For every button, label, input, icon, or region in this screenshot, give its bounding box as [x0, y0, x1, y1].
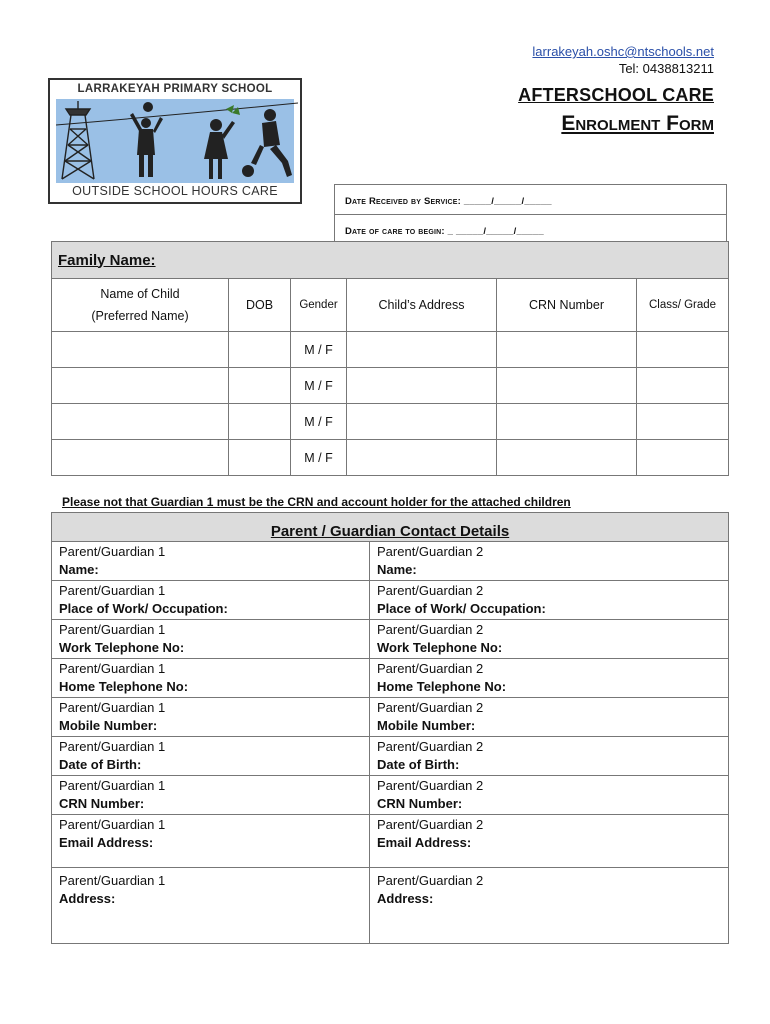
child-row — [52, 440, 729, 476]
date-received-field[interactable]: Date Received by Service: _____/_____/_____ — [345, 196, 552, 207]
field-label: Address: — [377, 891, 434, 906]
field-label: Name: — [59, 562, 99, 577]
family-name-label: Family Name: — [58, 251, 156, 269]
g1-label: Parent/Guardian 1 — [59, 778, 166, 793]
field-label: CRN Number: — [377, 796, 463, 811]
g2-label: Parent/Guardian 2 — [377, 817, 484, 832]
field-label: Home Telephone No: — [377, 679, 507, 694]
field-label: CRN Number: — [59, 796, 145, 811]
guardian-note: Please not that Guardian 1 must be the CRN and account holder for the attached children — [62, 495, 571, 509]
guardian-section-title: Parent / Guardian Contact Details — [270, 523, 510, 540]
field-label: Email Address: — [59, 835, 154, 850]
child-crn-cell[interactable] — [497, 368, 637, 404]
field-label: Mobile Number: — [377, 718, 476, 733]
child-class-cell[interactable] — [637, 368, 729, 404]
guardian-row-home-phone — [52, 659, 729, 698]
field-label: Name: — [377, 562, 417, 577]
child-address-cell[interactable] — [347, 440, 497, 476]
child-address-cell[interactable] — [347, 404, 497, 440]
guardian-row-address — [52, 868, 729, 944]
g1-label: Parent/Guardian 1 — [59, 700, 166, 715]
contact-email-link[interactable]: larrakeyah.oshc@ntschools.net — [532, 44, 714, 59]
child-dob-cell[interactable] — [229, 440, 291, 476]
g1-mobile-field[interactable] — [52, 698, 370, 737]
field-label: Mobile Number: — [59, 718, 158, 733]
child-gender-cell[interactable]: M / F — [291, 404, 347, 440]
children-header-row — [52, 279, 729, 332]
child-address-cell[interactable] — [347, 368, 497, 404]
col-header-class: Class/ Grade — [637, 279, 729, 332]
child-row — [52, 332, 729, 368]
g1-home-phone-field[interactable] — [52, 659, 370, 698]
child-address-cell[interactable] — [347, 332, 497, 368]
g2-crn-field[interactable] — [370, 776, 729, 815]
field-label: Place of Work/ Occupation: — [377, 601, 546, 616]
form-title-line1: AFTERSCHOOL CARE — [518, 85, 714, 105]
g2-label: Parent/Guardian 2 — [377, 661, 484, 676]
child-class-cell[interactable] — [637, 404, 729, 440]
child-name-cell[interactable] — [52, 404, 229, 440]
child-gender-cell[interactable]: M / F — [291, 368, 347, 404]
guardian-row-name — [52, 542, 729, 581]
g2-mobile-field[interactable] — [370, 698, 729, 737]
col-header-dob: DOB — [229, 279, 291, 332]
logo-illustration — [56, 99, 294, 183]
g2-work-phone-field[interactable] — [370, 620, 729, 659]
child-dob-cell[interactable] — [229, 404, 291, 440]
g1-label: Parent/Guardian 1 — [59, 873, 166, 888]
field-label: Date of Birth: — [59, 757, 142, 772]
logo-children-playing-icon — [56, 99, 298, 183]
g2-address-field[interactable] — [370, 868, 729, 944]
g2-label: Parent/Guardian 2 — [377, 544, 484, 559]
g1-crn-field[interactable] — [52, 776, 370, 815]
school-logo — [48, 78, 302, 204]
col-header-child-name-line1: Name of Child — [100, 287, 180, 301]
logo-school-name: LARRAKEYAH PRIMARY SCHOOL — [77, 83, 273, 95]
g1-label: Parent/Guardian 1 — [59, 739, 166, 754]
g2-dob-field[interactable] — [370, 737, 729, 776]
guardian-row-work-phone — [52, 620, 729, 659]
g1-label: Parent/Guardian 1 — [59, 661, 166, 676]
child-row — [52, 404, 729, 440]
guardian-section-header — [52, 513, 729, 542]
col-header-child-name — [52, 279, 229, 332]
office-date-box — [334, 184, 727, 242]
child-gender-cell[interactable]: M / F — [291, 440, 347, 476]
field-label: Date of Birth: — [377, 757, 460, 772]
child-crn-cell[interactable] — [497, 404, 637, 440]
g2-label: Parent/Guardian 2 — [377, 778, 484, 793]
guardian-row-email — [52, 815, 729, 868]
col-header-child-name-line2: (Preferred Name) — [91, 309, 189, 323]
guardian-row-dob — [52, 737, 729, 776]
guardian-row-occupation — [52, 581, 729, 620]
g1-name-field[interactable] — [52, 542, 370, 581]
field-label: Work Telephone No: — [377, 640, 503, 655]
g2-home-phone-field[interactable] — [370, 659, 729, 698]
field-label: Address: — [59, 891, 116, 906]
child-dob-cell[interactable] — [229, 332, 291, 368]
col-header-crn: CRN Number — [497, 279, 637, 332]
g2-label: Parent/Guardian 2 — [377, 700, 484, 715]
g2-label: Parent/Guardian 2 — [377, 873, 484, 888]
child-name-cell[interactable] — [52, 368, 229, 404]
field-label: Email Address: — [377, 835, 472, 850]
g1-occupation-field[interactable] — [52, 581, 370, 620]
g1-address-field[interactable] — [52, 868, 370, 944]
family-name-row — [52, 242, 729, 279]
g1-label: Parent/Guardian 1 — [59, 622, 166, 637]
children-table — [51, 241, 729, 476]
field-label: Place of Work/ Occupation: — [59, 601, 228, 616]
child-name-cell[interactable] — [52, 440, 229, 476]
col-header-address: Child’s Address — [347, 279, 497, 332]
child-crn-cell[interactable] — [497, 440, 637, 476]
g2-email-field[interactable] — [370, 815, 729, 868]
field-label: Work Telephone No: — [59, 640, 185, 655]
guardian-row-crn — [52, 776, 729, 815]
family-name-field[interactable] — [52, 242, 729, 279]
g2-label: Parent/Guardian 2 — [377, 583, 484, 598]
child-dob-cell[interactable] — [229, 368, 291, 404]
child-name-cell[interactable] — [52, 332, 229, 368]
child-crn-cell[interactable] — [497, 332, 637, 368]
child-gender-cell[interactable]: M / F — [291, 332, 347, 368]
g1-work-phone-field[interactable] — [52, 620, 370, 659]
contact-telephone: Tel: 0438813211 — [618, 61, 714, 76]
g1-label: Parent/Guardian 1 — [59, 817, 166, 832]
g1-label: Parent/Guardian 1 — [59, 544, 166, 559]
guardian-table — [51, 512, 729, 944]
field-label: Home Telephone No: — [59, 679, 189, 694]
logo-program-name: OUTSIDE SCHOOL HOURS CARE — [72, 184, 278, 198]
g1-label: Parent/Guardian 1 — [59, 583, 166, 598]
g1-dob-field[interactable] — [52, 737, 370, 776]
child-class-cell[interactable] — [637, 332, 729, 368]
g2-name-field[interactable] — [370, 542, 729, 581]
g2-label: Parent/Guardian 2 — [377, 739, 484, 754]
guardian-row-mobile — [52, 698, 729, 737]
form-title-line2: Enrolment Form — [561, 112, 714, 135]
date-care-begin-field[interactable]: Date of care to begin: _ _____/_____/_____ — [335, 214, 726, 244]
child-row — [52, 368, 729, 404]
g2-label: Parent/Guardian 2 — [377, 622, 484, 637]
col-header-gender: Gender — [291, 279, 347, 332]
g1-email-field[interactable] — [52, 815, 370, 868]
g2-occupation-field[interactable] — [370, 581, 729, 620]
child-class-cell[interactable] — [637, 440, 729, 476]
